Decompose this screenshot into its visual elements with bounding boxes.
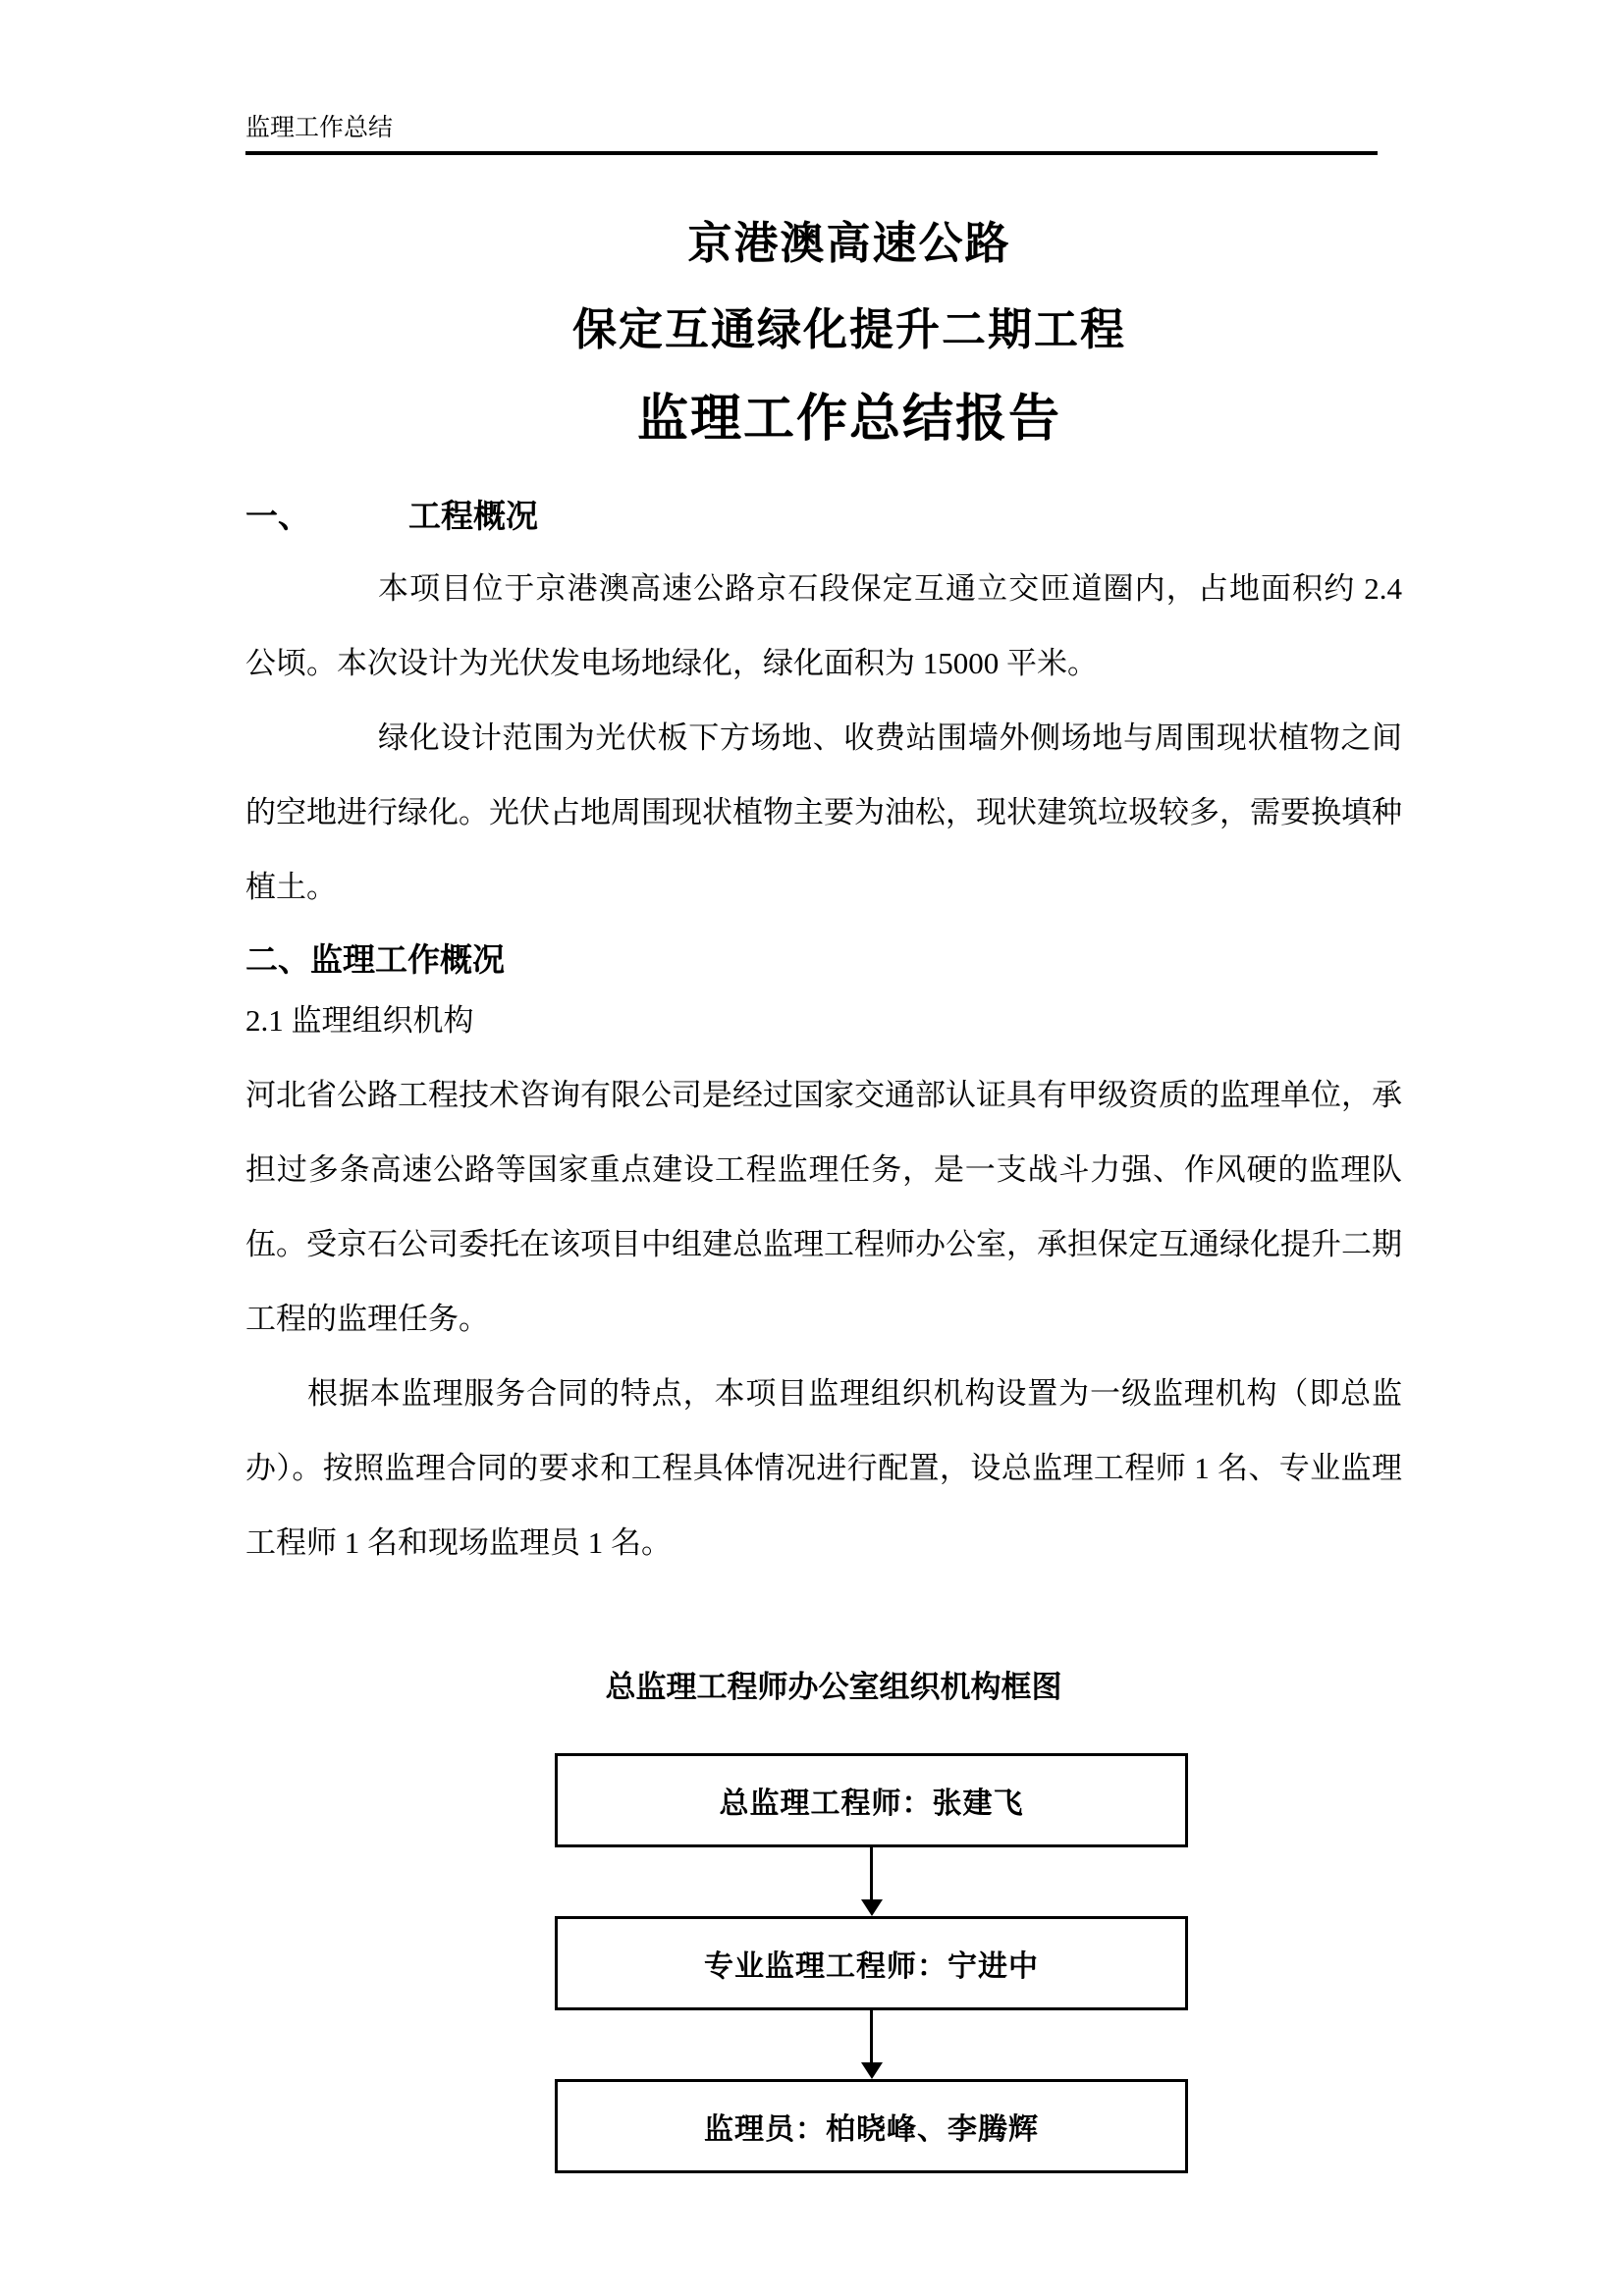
title-block <box>297 200 1402 467</box>
document-title-line2: 保定互通绿化提升二期工程 <box>571 305 1126 354</box>
arrow-shaft <box>870 1847 873 1899</box>
running-header-text: 监理工作总结 <box>245 115 394 141</box>
orgchart-box-chief-engineer: 总监理工程师：张建飞 <box>555 1753 1188 1847</box>
section-1-paragraph-2: 绿化设计范围为光伏板下方场地、收费站围墙外侧场地与周围现状植物之间的空地进行绿化。光伏占地周围现状植物主要为油松，现状建筑垃圾较多，需要换填种植土。 <box>245 721 1402 904</box>
section-1-title: 工程概况 <box>408 500 538 535</box>
section-2-paragraph-1: 河北省公路工程技术咨询有限公司是经过国家交通部认证具有甲级资质的监理单位，承担过多条高速公路等国家重点建设工程监理任务，是一支战斗力强、作风硬的监理队伍。受京石公司委托在该项目中组建总监理工程师办公室，承担保定互通绿化提升二期工程的监理任务。 <box>245 1078 1402 1336</box>
orgchart <box>555 1753 1188 2173</box>
down-arrow-icon <box>555 1847 1188 1916</box>
section-1-paragraph-1: 本项目位于京港澳高速公路京石段保定互通立交匝道圈内，占地面积约 2.4 公顷。本次设计为光伏发电场地绿化，绿化面积为 15000 平米。 <box>245 571 1402 680</box>
document-title-line1: 京港澳高速公路 <box>687 219 1011 268</box>
orgchart-box-supervisors: 监理员：柏晓峰、李腾辉 <box>555 2079 1188 2173</box>
section-2-paragraph-2: 根据本监理服务合同的特点，本项目监理组织机构设置为一级监理机构（即总监办）。按照监理合同的要求和工程具体情况进行配置，设总监理工程师 1 名、专业监理工程师 1 名和现场监理员 1 名。 <box>245 1376 1402 1560</box>
section-2-1-subheading: 2.1 监理组织机构 <box>245 1003 474 1038</box>
arrow-head <box>861 1899 883 1916</box>
section-1-heading <box>245 495 1402 540</box>
section-1-number: 一、 <box>245 500 310 535</box>
arrow-shaft <box>870 2010 873 2062</box>
orgchart-box-specialty-engineer: 专业监理工程师：宁进中 <box>555 1916 1188 2010</box>
document-title-line3: 监理工作总结报告 <box>636 392 1061 448</box>
running-header <box>245 114 1378 155</box>
down-arrow-icon <box>555 2010 1188 2079</box>
orgchart-title: 总监理工程师办公室组织机构框图 <box>605 1670 1062 1704</box>
arrow-head <box>861 2062 883 2079</box>
section-2-heading: 二、监理工作概况 <box>245 943 505 979</box>
